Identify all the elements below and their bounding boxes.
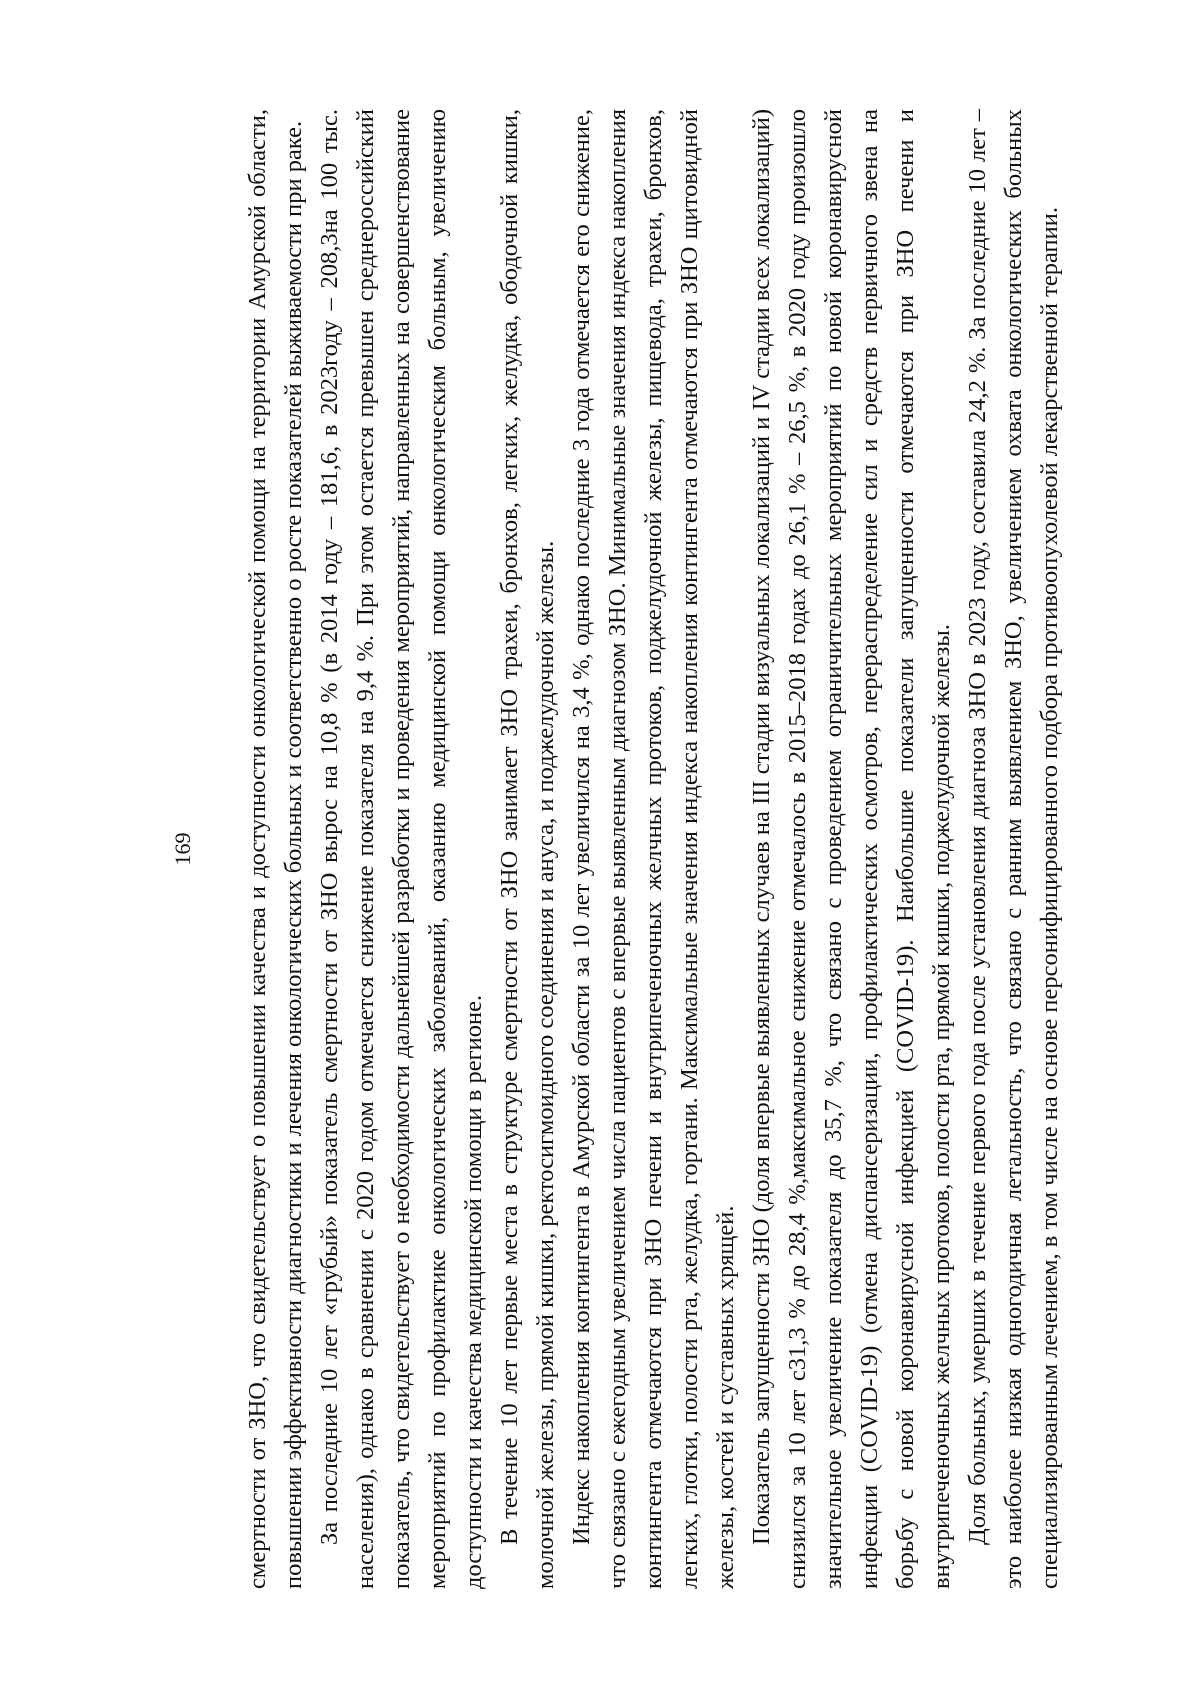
paragraph-5: Показатель запущенности ЗНО (доля впервые выявленных случаев на III стадии визуальных локализаций и IV стадии всех локализаций) снизился за 10 лет с31,3 % до 28,4 %,максимальное снижение отмечалось в 2015–2018 годах до 26,1 % – 26,5 %, в 2020 году произошло значительное увеличение показателя до 35,7 %, что связано с проведением ограничительных мероприятий по новой коронавирусной инфекции (COVID-19) (отмена диспансеризации, профилактических осмотров, перераспределение сил и средств первичного звена на борьбу с новой коронавирусной инфекцией (COVID-19). Наибольшие показатели запущенности отмечаются при ЗНО печени и внутрипеченочных желчных протоков, полости рта, прямой кишки, поджелудочной железы.: [748, 109, 955, 1589]
document-page: [170, 109, 1063, 1589]
page-number: 169: [170, 832, 195, 866]
paragraph-2: За последние 10 лет «грубый» показатель смертности от ЗНО вырос на 10,8 % (в 2014 году – 181,6, в 2023году – 208,3на 100 тыс. населения), однако в сравнении с 2020 годом отмечается снижение показателя на 9,4 %. При этом остается превышен среднероссийский показатель, что свидетельствует о необходимости дальнейшей разработки и проведения мероприятий, направленных на совершенствование мероприятий по профилактике онкологических заболеваний, оказанию медицинской помощи онкологическим больным, увеличению доступности и качества медицинской помощи в регионе.: [316, 109, 487, 1589]
paragraph-3: В течение 10 лет первые места в структуре смертности от ЗНО занимает ЗНО трахеи, бронхов, легких, желудка, ободочной кишки, молочной железы, прямой кишки, ректосигмоидного соединения и ануса, и поджелудочной железы.: [496, 109, 559, 1589]
paragraph-1: смертности от ЗНО, что свидетельствует о повышении качества и доступности онкологической помощи на территории Амурской области, повышении эффективности диагностики и лечения онкологических больных и соответственно о росте показателей выживаемости при раке.: [244, 109, 307, 1589]
paragraph-6: Доля больных, умерших в течение первого года после установления диагноза ЗНО в 2023 году, составила 24,2 %. За последние 10 лет – это наиболее низкая одногодичная летальность, что связано с ранним выявлением ЗНО, увеличением охвата онкологических больных специализированным лечением, в том числе на основе персонифицированного подбора противоопухолевой лекарственной терапии.: [964, 109, 1063, 1589]
paragraph-4: Индекс накопления контингента в Амурской области за 10 лет увеличился на 3,4 %, однако последние 3 года отмечается его снижение, что связано с ежегодным увеличением числа пациентов с впервые выявленным диагнозом ЗНО. Минимальные значения индекса накопления контингента отмечаются при ЗНО печени и внутрипеченочных желчных протоков, поджелудочной железы, пищевода, трахеи, бронхов, легких, глотки, полости рта, желудка, гортани. Максимальные значения индекса накопления контингента отмечаются при ЗНО щитовидной железы, костей и суставных хрящей.: [568, 109, 739, 1589]
text-body: [240, 109, 1068, 1589]
